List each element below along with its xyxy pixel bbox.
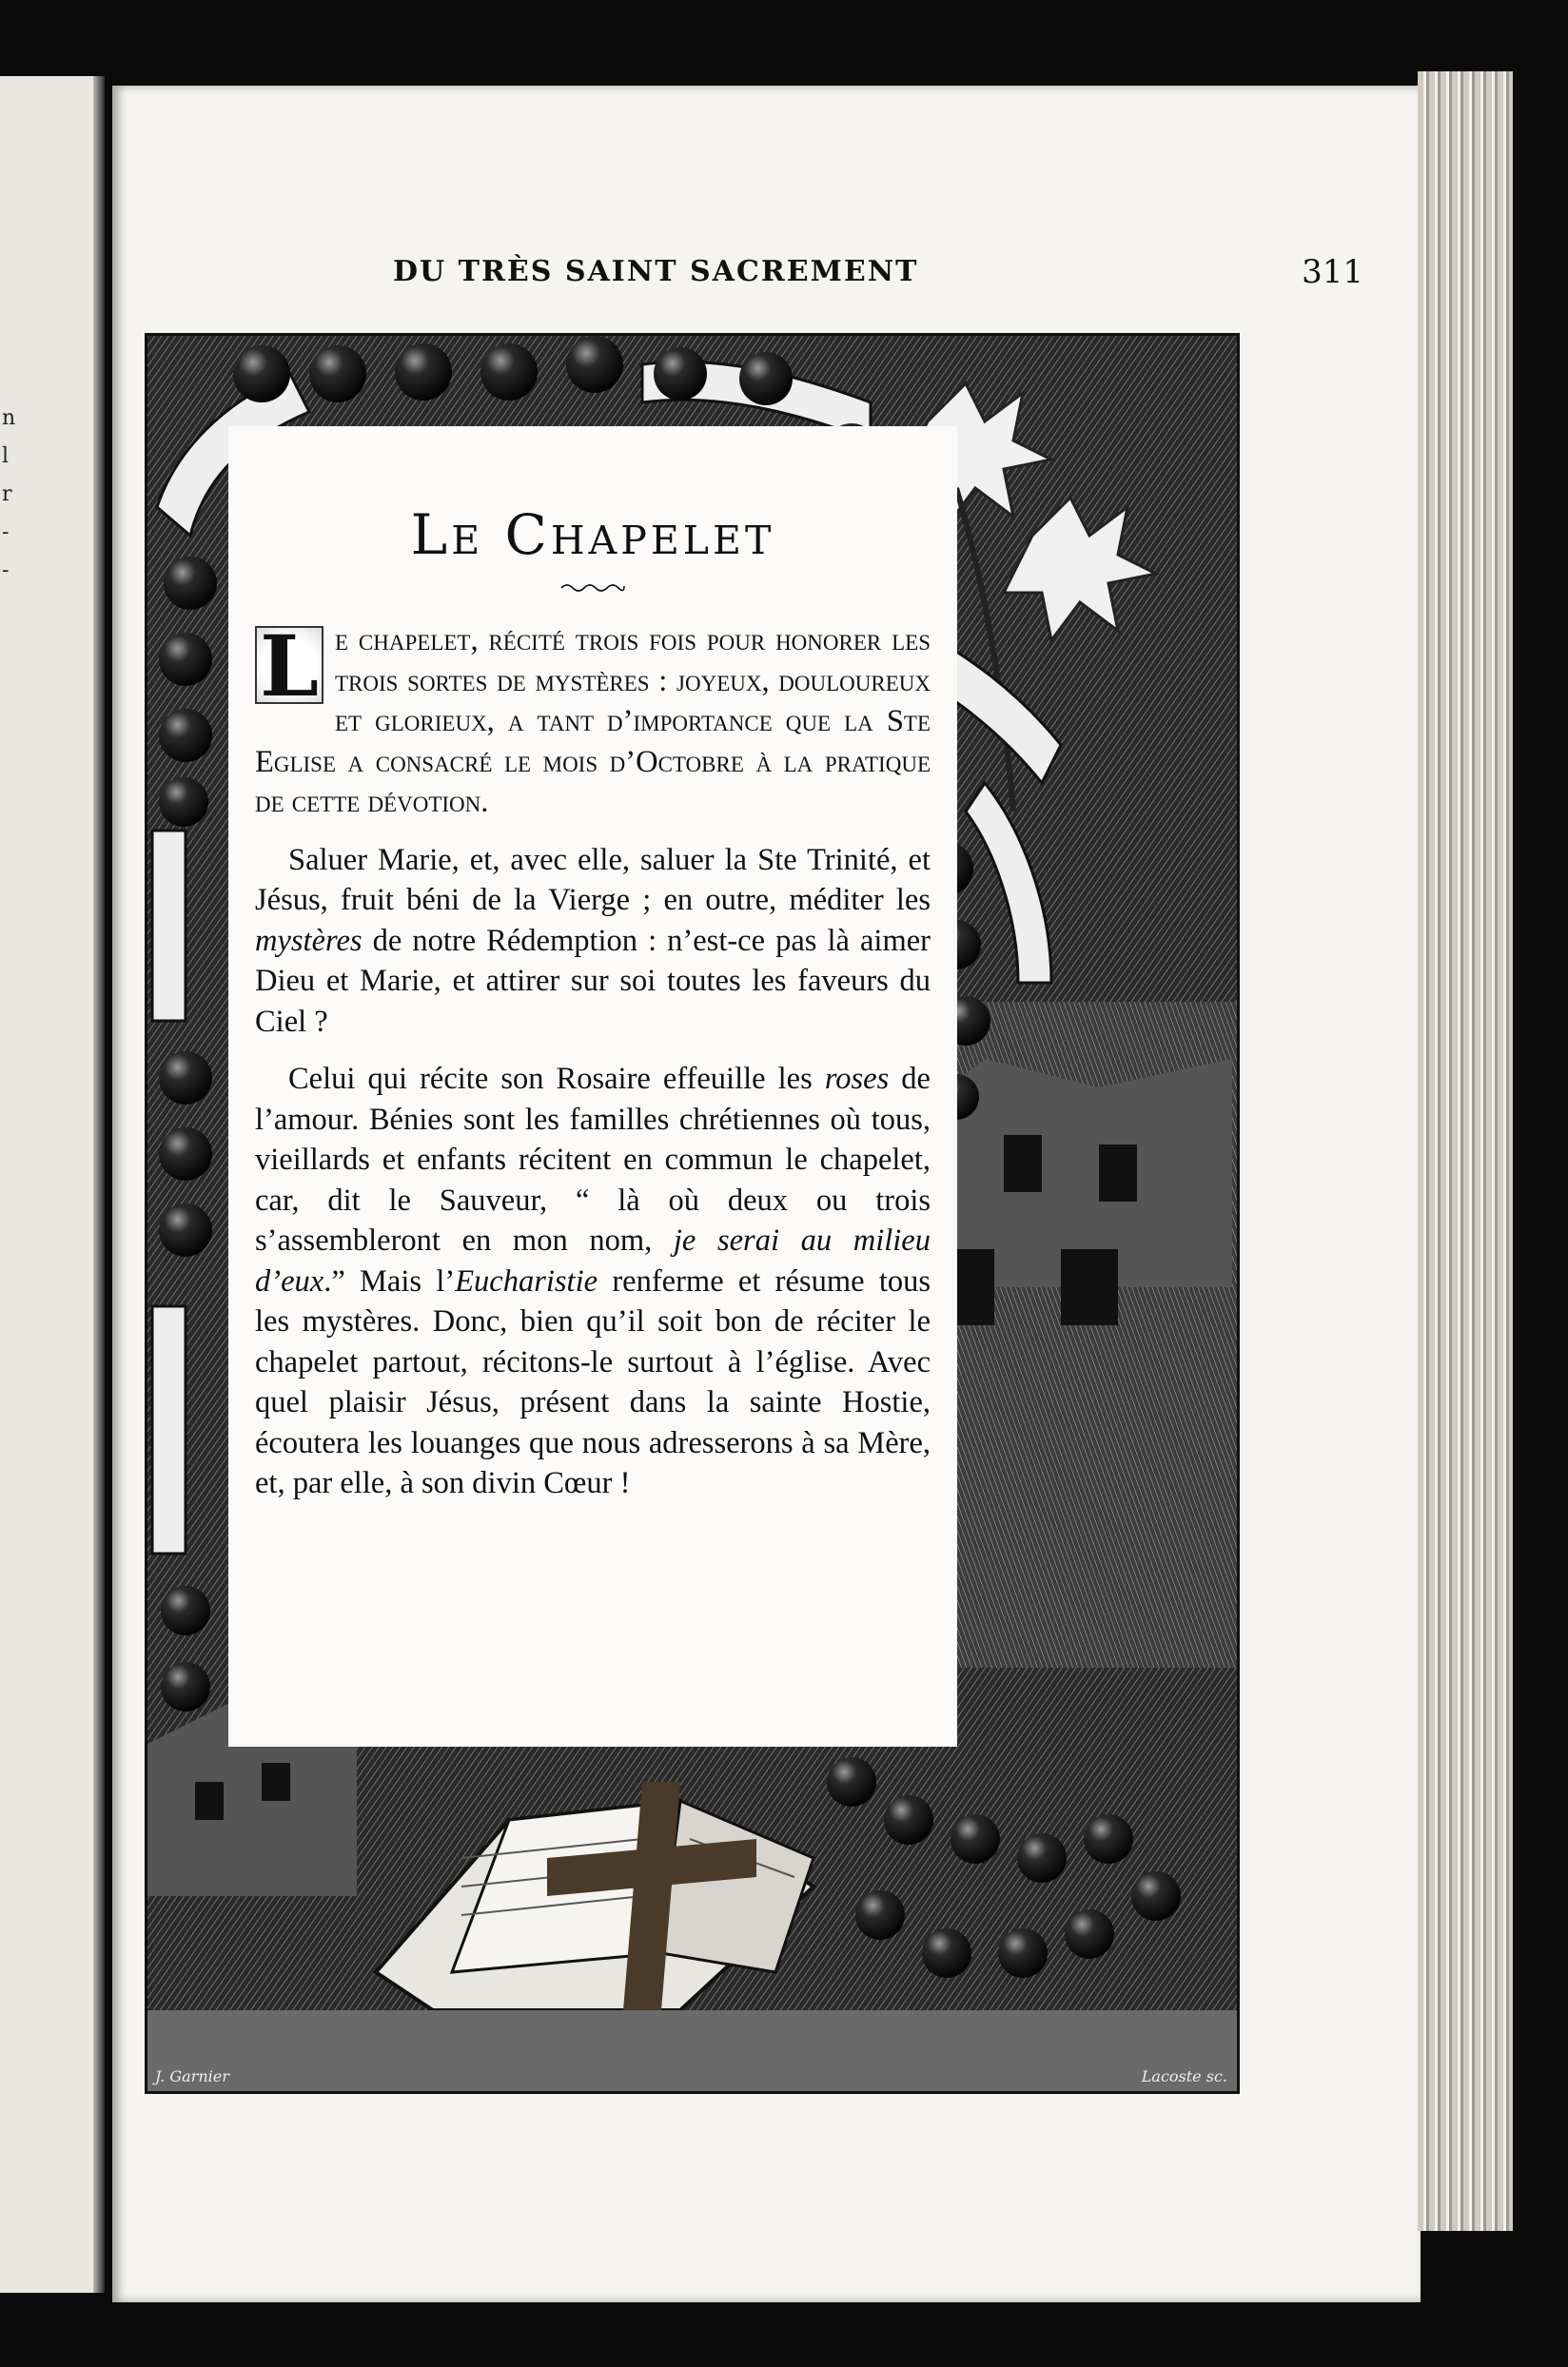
engraver-signature-right: Lacoste sc.	[1141, 2067, 1227, 2085]
page-number: 311	[1302, 253, 1363, 291]
facing-page-edge-text	[2, 400, 21, 590]
page-edges	[1418, 71, 1513, 2231]
paragraph-italic: Eucharistie	[455, 1263, 598, 1299]
running-head: DU TRÈS SAINT SACREMENT	[393, 255, 919, 288]
paragraph-text: Celui qui récite son Rosaire effeuille les	[288, 1062, 825, 1096]
paragraph-italic: roses	[824, 1062, 890, 1096]
paragraph-text: de l’amour. Bénies sont les familles chrétiennes où tous, vieillards et enfants récitent en commun le chapelet, car, dit le Sauveur, “ là où deux ou trois s’assembleront en mon nom,	[255, 1062, 931, 1258]
paragraph-2	[255, 840, 931, 1043]
chapter-title: Le Chapelet	[410, 502, 775, 567]
body-text	[255, 616, 931, 1504]
paragraph-italic: mystères	[255, 923, 363, 958]
paragraph-text: renferme et résume tous les mystères. Donc, bien qu’il soit bon de réciter le chapelet partout, récitons-le surtout à l’église. Avec quel plaisir Jésus, présent dans la sainte Hostie, écoutera les louanges que nous adresserons à sa Mère, et, par elle, à son divin Cœur !	[255, 1263, 931, 1500]
edge-char: r	[2, 482, 12, 506]
text-panel	[228, 426, 957, 1747]
engraver-signature-left: J. Garnier	[155, 2067, 229, 2085]
paragraph-1	[255, 616, 931, 823]
paragraph-text: e chapelet, récité trois fois pour honorer les trois sortes de mystères : joyeux, douloureux et glorieux, a tant d’importance que la Ste Eglise a consacré le mois d’Octobre à la pratique de cette dévotion.	[255, 623, 931, 819]
paragraph-3	[255, 1059, 931, 1504]
paragraph-text: .” Mais l’	[323, 1263, 456, 1299]
drop-cap: L	[255, 626, 323, 704]
paragraph-text: de notre Rédemption : n’est-ce pas là aimer Dieu et Marie, et attirer sur soi toutes les faveurs du Ciel ?	[255, 923, 931, 1039]
page-header	[393, 255, 1363, 303]
title-flourish-icon	[559, 580, 626, 592]
edge-char: l	[2, 444, 10, 468]
book-gutter	[93, 76, 105, 2293]
edge-char: -	[2, 558, 10, 582]
edge-char: n	[2, 406, 16, 430]
edge-char: -	[2, 520, 10, 544]
paragraph-italic: je serai au milieu d’eux	[255, 1223, 931, 1299]
paragraph-text: Saluer Marie, et, avec elle, saluer la Ste Trinité, et Jésus, fruit béni de la Vierge ; en outre, méditer les	[255, 842, 931, 917]
facing-page	[0, 76, 105, 2293]
